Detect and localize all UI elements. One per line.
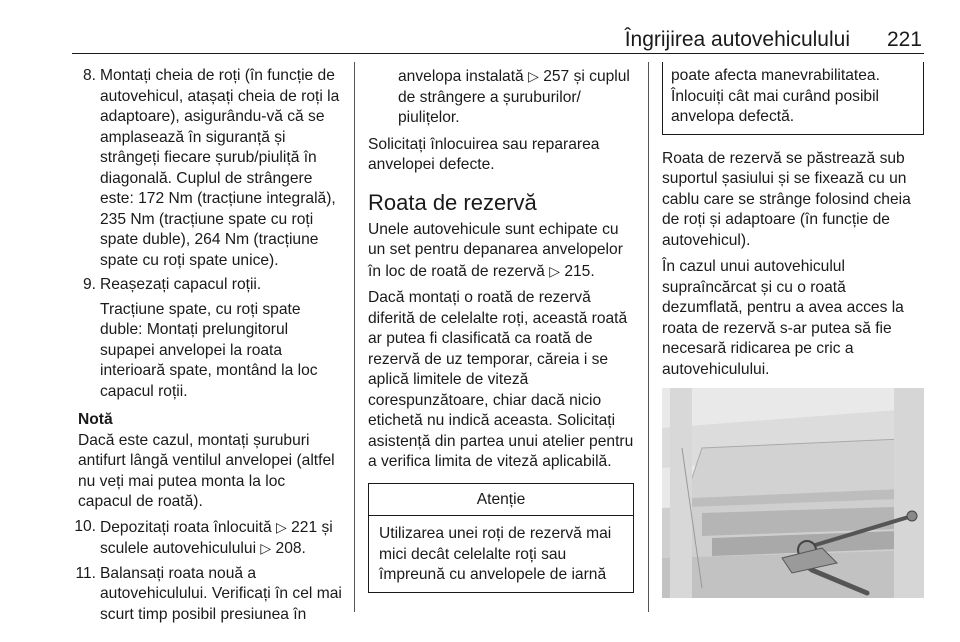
list-continuation [368, 66, 634, 129]
list-number: 11. [75, 564, 96, 582]
list-item [70, 66, 342, 271]
list-text: și sculele autovehiculului [100, 518, 333, 557]
list-number: 10. [74, 517, 96, 535]
column-divider [354, 62, 355, 612]
page-ref[interactable]: 208. [275, 540, 306, 557]
paragraph-text: Unele autovehicule sunt echipate cu un set pentru depanarea anvelopelor în loc de roată de rezervă [368, 220, 623, 280]
page-ref[interactable]: 257 [543, 68, 570, 85]
page-ref[interactable]: 221 [291, 518, 318, 536]
ref-arrow-icon: ▷ [260, 540, 272, 556]
ref-arrow-icon: ▷ [275, 518, 287, 535]
section-heading: Roata de rezervă [368, 189, 537, 215]
warning-box-continued: poate afecta manevrabilitatea. Înlocuiți cât mai curând posibil anvelopa defectă. [662, 62, 924, 135]
page-number: 221 [886, 28, 922, 51]
note-block [78, 410, 342, 513]
list-text: Depozitați roata înlocuită [100, 518, 272, 536]
ref-arrow-icon: ▷ [528, 68, 539, 84]
paragraph: Solicitați înlocuirea sau repararea anvelopei defecte. [368, 135, 600, 173]
paragraph: Roata de rezervă se păstrează sub suportul șasiului și se fixează cu un cablu care se strânge folosind cheia de roți și adaptoare (în funcție de autovehicul). [662, 149, 911, 249]
list-text: anvelopa instalată [398, 68, 524, 85]
list-item [70, 275, 342, 296]
column-left [70, 66, 342, 629]
note-text: Dacă este cazul, montați șuruburi antifurt lângă ventilul anvelopei (altfel nu veți mai putea monta la loc capacul de roată). [78, 431, 335, 510]
page-ref[interactable]: 215. [564, 262, 595, 280]
list-subtext: Tracțiune spate, cu roți spate duble: Montați prelungitorul supapei anvelopei la roata interioară spate, montând la loc capacul roții. [100, 300, 318, 400]
paragraph: În cazul unui autovehiculul supraîncărcat și cu o roată dezumflată, pentru a avea acces la roata de rezervă s-ar putea să fie necesară ridicarea pe cric a autovehiculului. [662, 258, 904, 378]
list-item [70, 517, 342, 560]
illustration-svg [662, 388, 924, 598]
page-title: Îngrijirea autovehiculului [624, 28, 850, 51]
note-label: Notă [78, 411, 113, 428]
list-item [70, 564, 342, 626]
column-right [662, 66, 924, 598]
column-divider [648, 62, 649, 612]
warning-box [368, 483, 634, 593]
spare-wheel-illustration [662, 388, 924, 598]
list-text: Reașezați capacul roții. [100, 276, 262, 293]
list-text: Balansați roata nouă a autovehiculului. Verificați în cel mai scurt timp posibil presiunea în [100, 564, 342, 623]
list-number: 9. [82, 276, 96, 293]
paragraph [368, 220, 634, 283]
warning-title: Atenție [369, 484, 633, 517]
ref-arrow-icon: ▷ [549, 262, 560, 279]
paragraph: Dacă montați o roată de rezervă diferită de celelalte roți, această roată ar putea fi clasificată ca roată de rezervă de uz temporar, căreia i se aplică limitele de viteză corespunzătoare, chiar dacă nicio etichetă nu indică aceasta. Solicitați asistență din partea unui atelier pentru a verifica limita de viteză aplicabilă. [368, 289, 634, 470]
list-number: 8. [82, 67, 96, 84]
warning-text: Utilizarea unei roți de rezervă mai mici decât celelalte roți sau împreună cu anvelopele de iarnă [379, 525, 612, 583]
list-text: și cuplul de strângere a șuruburilor/ piulițelor. [398, 68, 630, 126]
header-rule [72, 53, 924, 54]
column-middle [368, 66, 634, 593]
list-text: Montați cheia de roți (în funcție de autovehicul, atașați cheia de roți la adaptoare), asigurându-vă că se amplasează în siguranță și strângeți fiecare șurub/piuliță în diagonală. Cuplul de strângere este: 172 Nm (tracțiune integrală), 235 Nm (tracțiune spate cu roți spate duble), 264 Nm (tracțiune spate cu roți spate unice). [100, 67, 340, 269]
page-header [72, 26, 924, 54]
